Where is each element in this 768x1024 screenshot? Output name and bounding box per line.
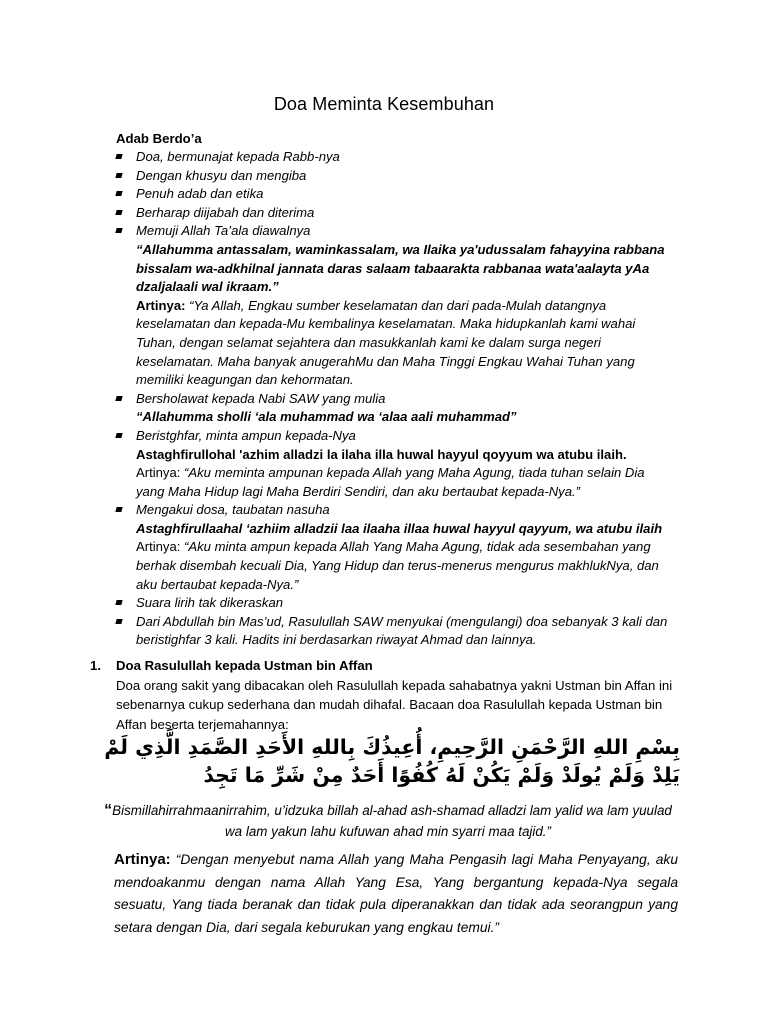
adab-heading: Adab Berdo’a	[116, 131, 202, 146]
list-item	[114, 390, 674, 427]
section-number: 1.	[90, 658, 101, 673]
bullet-icon	[115, 507, 122, 512]
doa-transliteration: Bismillahirrahmaanirrahim, u’idzuka billah al-ahad ash-shamad alladzi lam yalid wa lam yuulad wa lam yakun lahu kufuwan ahad min syarri maa tajid.”	[112, 803, 672, 839]
doa-meaning: “Aku minta ampun kepada Allah Yang Maha Agung, tidak ada sesembahan yang berhak disembah kecuali Dia, Yang Hidup dan terus-menerus mengurus makhlukNya, dan aku bertaubat kepada-Nya.”	[136, 539, 659, 592]
open-quote: “	[104, 802, 113, 819]
list-item	[114, 613, 674, 650]
bullet-icon	[115, 210, 122, 215]
list-item-text: Beristghfar, minta ampun kepada-Nya	[136, 427, 356, 443]
bullet-icon	[115, 396, 122, 401]
doa-meaning: “Ya Allah, Engkau sumber keselamatan dan dari pada-Mulah datangnya keselamatan dan kepada-Mu kembalinya keselamatan. Maka hidupkanlah kami wahai Tuhan, dengan selamat sejahtera dan masukkanlah kami ke dalam surga negeri keselamatan. Maha banyak anugerahMu dan Maha Tinggi Engkau Wahai Tuhan yang memiliki keagungan dan kehormatan.	[136, 297, 636, 388]
section-intro: Doa orang sakit yang dibacakan oleh Rasulullah kepada sahabatnya yakni Ustman bin Affan ini sebenarnya cukup sederhana dan mudah dihafal. Bacaan doa Rasulullah kepada Ustman bin Affan beserta terjemahannya:	[116, 677, 673, 732]
list-item	[114, 222, 674, 389]
doa-transliteration: “Allahumma antassalam, waminkassalam, wa Ilaika ya'udussalam fahayyina rabbana bissalam wa-adkhilnal jannata daras salaam tabaarakta rabbanaa wata'aalayta yAa dzaljalaali wal ikraam.”	[136, 241, 665, 295]
meaning-label: Artinya:	[136, 297, 186, 313]
list-item	[114, 167, 674, 186]
section-heading: Doa Rasulullah kepada Ustman bin Affan	[116, 658, 373, 673]
list-item	[114, 185, 674, 204]
list-item-text: Berharap diijabah dan diterima	[136, 204, 315, 220]
bullet-icon	[115, 600, 122, 605]
meaning-label: Artinya:	[114, 851, 171, 868]
doa-meaning: “Dengan menyebut nama Allah yang Maha Pengasih lagi Maha Penyayang, aku mendoakanmu dengan nama Allah Yang Esa, Yang bergantung kepada-Nya segala sesuatu, Yang tiada beranak dan tidak pula diperanakkan dan tidak ada seorangpun yang setara dengan Dia, dari segala keburukan yang engkau temui.”	[114, 852, 678, 935]
doa-meaning: “Aku meminta ampunan kepada Allah yang Maha Agung, tiada tuhan selain Dia yang Maha Hidup lagi Maha Berdiri Sendiri, dan aku bertaubat kepada-Nya.”	[136, 465, 645, 499]
list-item-text: Penuh adab dan etika	[136, 186, 264, 202]
bullet-icon	[115, 191, 122, 196]
page-title: Doa Meminta Kesembuhan	[273, 94, 495, 114]
list-item	[114, 204, 674, 223]
doa-transliteration: Astaghfirullohal 'azhim alladzi la ilaha illa huwal hayyul qoyyum wa atubu ilaih.	[136, 446, 627, 462]
meaning-label: Artinya:	[136, 539, 181, 555]
list-item	[114, 594, 674, 613]
doa-meaning-block	[114, 849, 678, 939]
section-doa-ustman	[90, 656, 680, 734]
list-item-text: Memuji Allah Ta’ala diawalnya	[136, 223, 311, 239]
bullet-icon	[115, 619, 122, 624]
list-item-text: Mengakui dosa, taubatan nasuha	[136, 502, 330, 518]
list-item-text: Suara lirih tak dikeraskan	[136, 595, 284, 611]
list-item	[114, 148, 674, 167]
list-item	[114, 427, 674, 501]
adab-list	[114, 148, 674, 650]
list-item-text: Bersholawat kepada Nabi SAW yang mulia	[136, 390, 386, 406]
list-item-text: Dari Abdullah bin Mas’ud, Rasulullah SAW menyukai (mengulangi) doa sebanyak 3 kali dan beristighfar 3 kali. Hadits ini berdasarkan riwayat Ahmad dan lainnya.	[136, 613, 668, 648]
list-item	[114, 501, 674, 594]
bullet-icon	[115, 154, 122, 159]
meaning-label: Artinya:	[136, 465, 181, 481]
doa-transliteration-block	[96, 800, 680, 842]
list-item-text: Dengan khusyu dan mengiba	[136, 167, 307, 183]
bullet-icon	[115, 173, 122, 178]
bullet-icon	[115, 433, 122, 438]
list-item-text: Doa, bermunajat kepada Rabb-nya	[136, 149, 340, 164]
bullet-icon	[115, 228, 122, 233]
doa-transliteration: “Allahumma sholli ‘ala muhammad wa ‘alaa aali muhammad”	[136, 409, 517, 425]
doa-transliteration: Astaghfirullaahal ‘azhiim alladzii laa ilaaha illaa huwal hayyul qayyum, wa atubu ilaih	[136, 520, 663, 536]
arabic-doa: بِسْمِ اللهِ الرَّحْمَنِ الرَّحِيمِ، أُعِيذُكَ بِاللهِ الأَحَدِ الصَّمَدِ الَّذِي لَمْ يَلِدْ وَلَمْ يُولَدْ وَلَمْ يَكُنْ لَهُ كُفُوًا أَحَدٌ مِنْ شَرِّ مَا تَجِدُ	[104, 735, 680, 787]
